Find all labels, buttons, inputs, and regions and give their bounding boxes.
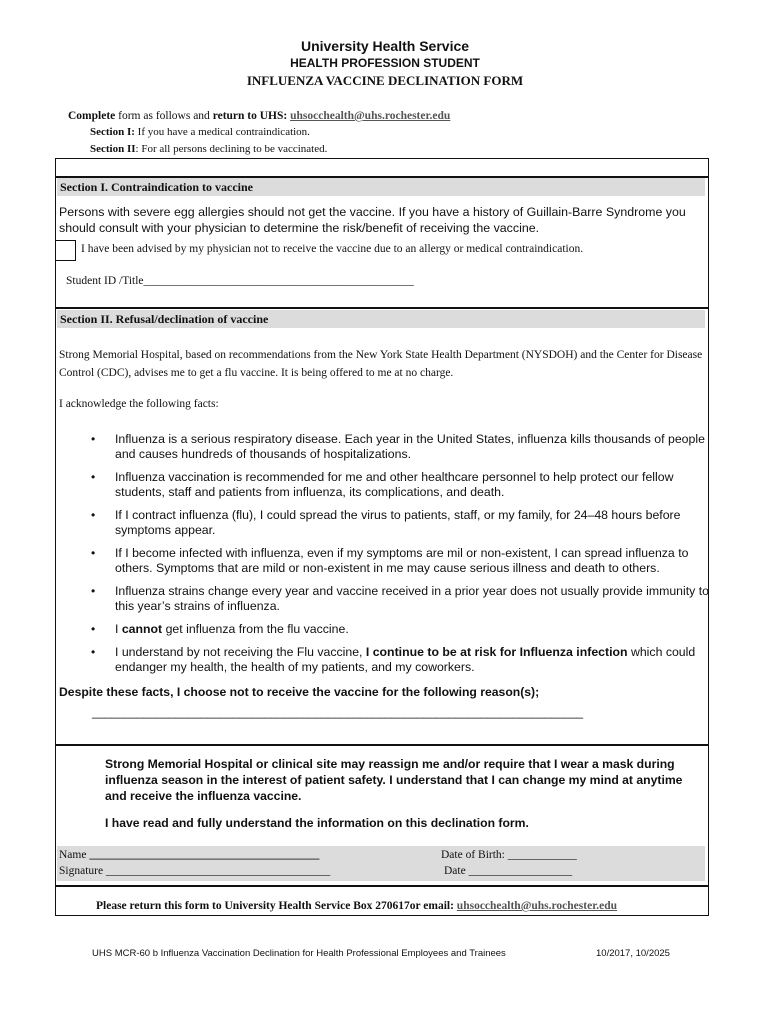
bullet-dot-icon: • (91, 546, 96, 560)
divider-notice (55, 744, 709, 746)
section2-text: : For all persons declining to be vaccinated. (135, 143, 328, 155)
fact-text-pre: I (115, 622, 122, 636)
section1-label: Section I: (90, 126, 135, 138)
section1-text: If you have a medical contraindication. (134, 126, 310, 138)
form-subtitle: HEALTH PROFESSION STUDENT (290, 56, 480, 70)
fact-text-pre: I understand by not receiving the Flu vaccine, (115, 645, 366, 659)
name-label: Name (59, 849, 90, 861)
bullet-dot-icon: • (91, 470, 96, 484)
fact-text: Influenza strains change every year and vaccine received in a prior year does not usually provide immunity to this year’s strains of influenza. (115, 584, 709, 613)
section1-heading: Section I. Contraindication to vaccine (57, 178, 705, 196)
dob-field[interactable] (441, 849, 577, 861)
form-title: INFLUENZA VACCINE DECLINATION FORM (246, 73, 524, 88)
divider-section2 (55, 307, 709, 309)
bullet-dot-icon: • (91, 584, 96, 598)
bullet-dot-icon: • (91, 508, 96, 522)
bullet-dot-icon: • (91, 622, 96, 636)
fact-text-post: get influenza from the flu vaccine. (162, 622, 349, 636)
student-id-line: _______________________________________________ (143, 275, 414, 287)
signature-label: Signature (59, 865, 106, 877)
fact-item (59, 584, 709, 614)
dob-label: Date of Birth: (441, 849, 508, 861)
fact-text-bold: cannot (121, 622, 163, 636)
name-line: ________________________________________ (89, 849, 320, 861)
complete-text: form as follows and (115, 110, 213, 122)
contraindication-checkbox[interactable] (55, 240, 76, 261)
footer-dates: 10/2017, 10/2025 (596, 948, 670, 959)
fact-text: If I become infected with influenza, even if my symptoms are mil or non-existent, I can spread influenza to others. Symptoms that are mild or non-existent in me may cause serious illness and death to others. (115, 546, 689, 575)
date-field[interactable] (444, 865, 572, 877)
date-label: Date (444, 865, 469, 877)
section2-intro: Strong Memorial Hospital, based on recommendations from the New York State Health Department (NYSDOH) and the Center for Disease Control (CDC), advises me to get a flu vaccine. It is being offered to me at no charge. (59, 349, 703, 379)
signature-line: _______________________________________ (105, 865, 331, 877)
facts-list (59, 432, 709, 683)
org-title: University Health Service (300, 38, 470, 54)
reassign-notice: Strong Memorial Hospital or clinical site may reassign me and/or require that I wear a mask during influenza season in the interest of patient safety. I understand that I can change my mind at anytime and receive the influenza vaccine. (105, 757, 683, 803)
uhs-email-link[interactable]: uhsocchealth@uhs.rochester.edu (290, 110, 451, 122)
dob-line: ____________ (507, 849, 577, 861)
instructions-section1 (90, 126, 310, 138)
checkbox-label: I have been advised by my physician not to receive the vaccine due to an allergy or medical contraindication. (81, 243, 584, 255)
bullet-dot-icon: • (91, 645, 96, 659)
student-id-label: Student ID /Title (66, 275, 144, 287)
complete-label: Complete (68, 110, 116, 122)
despite-text: Despite these facts, I choose not to receive the vaccine for the following reason(s); (59, 685, 540, 699)
fact-item (59, 508, 709, 538)
understand-statement: I have read and fully understand the information on this declination form. (105, 816, 529, 830)
return-note-text: Please return this form to University Health Service Box 270617or email: (96, 900, 457, 912)
return-label: return to UHS: (212, 110, 288, 122)
student-id-field[interactable] (66, 275, 414, 287)
fact-item (59, 432, 709, 462)
divider-return (55, 885, 709, 887)
section2-label: Section II (90, 143, 136, 155)
footer-form-id: UHS MCR-60 b Influenza Vaccination Declination for Health Professional Employees and Trainees (92, 948, 506, 959)
fact-item (59, 622, 709, 637)
signature-field[interactable] (59, 865, 330, 877)
acknowledge-text: I acknowledge the following facts: (59, 398, 219, 410)
reason-field[interactable]: _____________________________________________________________________________ (92, 705, 583, 719)
name-field[interactable] (59, 849, 319, 861)
bullet-dot-icon: • (91, 432, 96, 446)
date-line: __________________ (468, 865, 573, 877)
fact-text: Influenza vaccination is recommended for me and other healthcare personnel to help protect our fellow students, staff and patients from influenza, its complications, and death. (115, 470, 674, 499)
fact-text-bold: I continue to be at risk for Influenza infection (365, 645, 628, 659)
fact-text-post: which could endanger my health, the health of my patients, and my coworkers. (115, 645, 696, 674)
section1-body: Persons with severe egg allergies should not get the vaccine. If you have a history of Guillain-Barre Syndrome you should consult with your physician to determine the risk/benefit of receiving the vaccine. (59, 205, 686, 235)
fact-item (59, 546, 709, 576)
instructions-section2 (90, 143, 327, 155)
return-email-link[interactable]: uhsocchealth@uhs.rochester.edu (456, 900, 618, 912)
return-note (96, 900, 617, 912)
fact-text: Influenza is a serious respiratory disease. Each year in the United States, influenza kills thousands of people and causes hundreds of thousands of hospitalizations. (115, 432, 705, 461)
fact-item (59, 470, 709, 500)
fact-text: If I contract influenza (flu), I could spread the virus to patients, staff, or my family, for 24–48 hours before symptoms appear. (115, 508, 681, 537)
section2-heading: Section II. Refusal/declination of vaccine (57, 310, 705, 328)
fact-item (59, 645, 709, 675)
instructions-line (68, 110, 450, 122)
